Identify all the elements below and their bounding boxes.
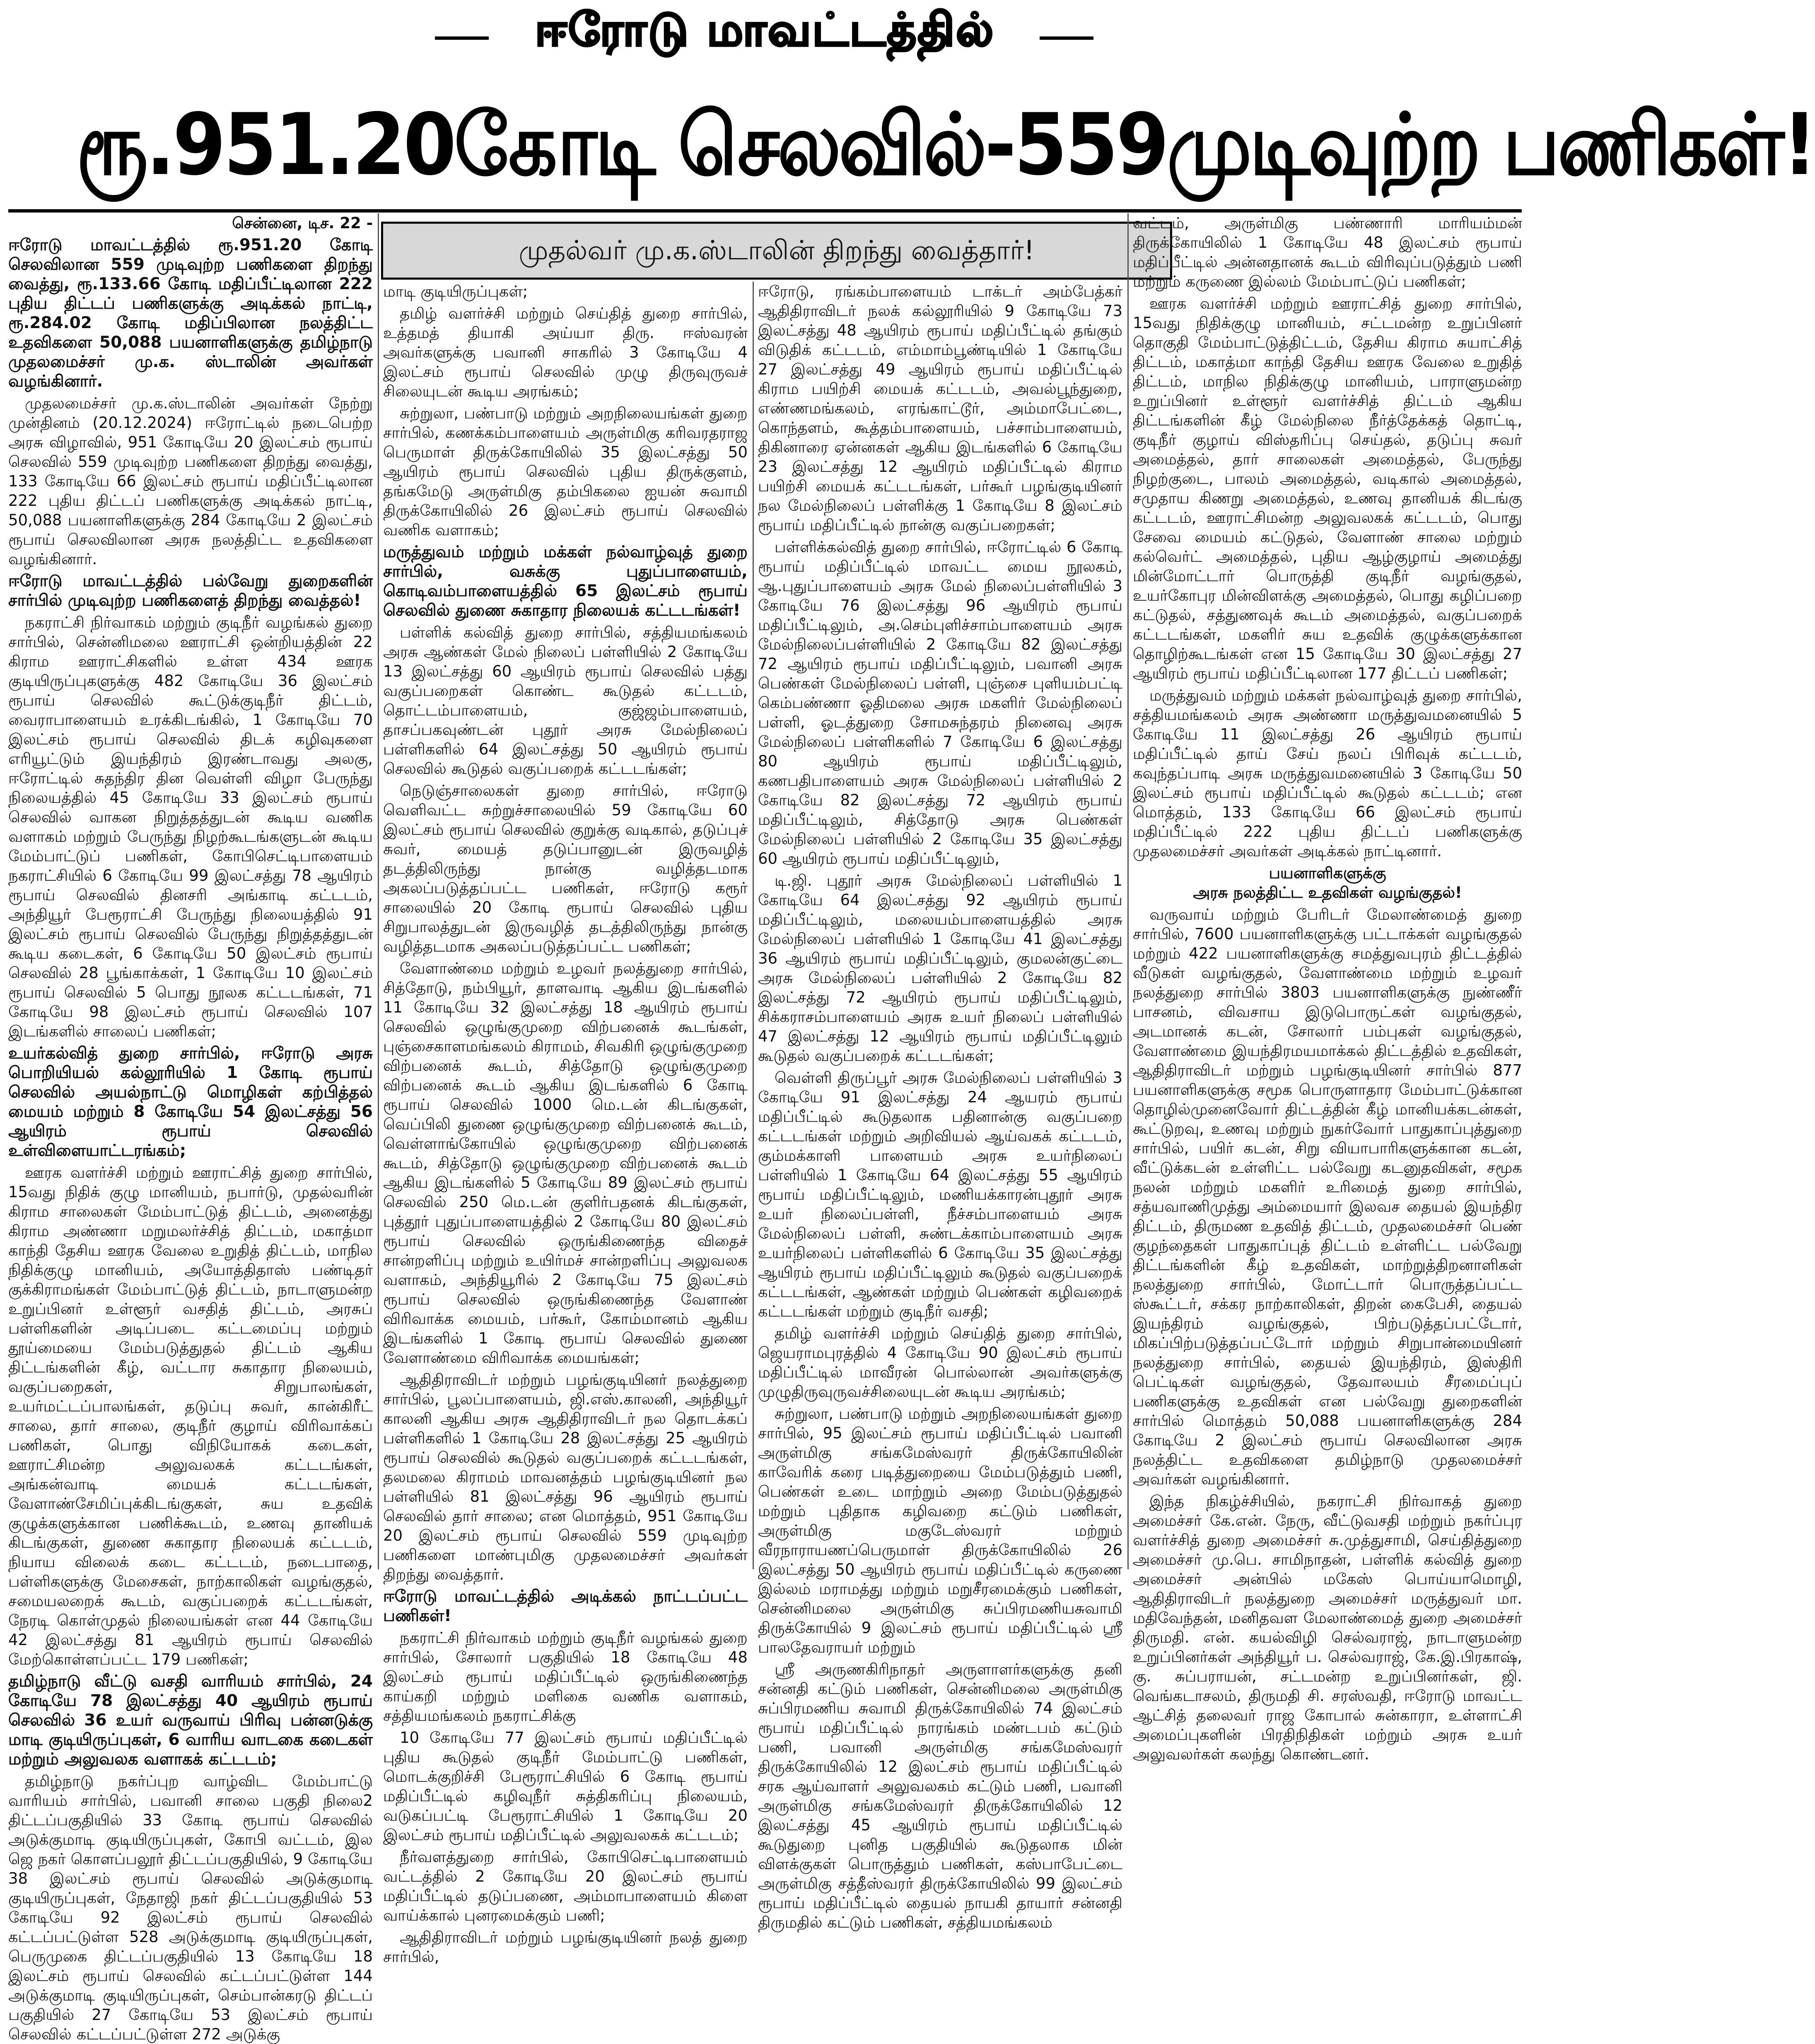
paragraph: வருவாய் மற்றும் பேரிடர் மேலாண்மைத் துறை சார்பில், 7600 பயனாளிகளுக்கு பட்டாக்கள் வழங்குதல் மற்றும் 422 பயனாளிகளுக்கு சமத்துவபுரம் திட்டத்தில் வீடுகள் வழங்குதல், வேளாண்மை மற்றும் உழவர் நலத்துறை சார்பில் 3803 பயனாளிகளுக்கு நுண்ணீர் பாசனம், விவசாய இடுபொருட்கள் வழங்குதல், அடமானக் கடன், சோலார் பம்புகள் வழங்குதல், வேளாண்மை இயந்திரமயமாக்கல் திட்டத்தில் உதவிகள், ஆதிதிராவிடர் மற்றும் பழங்குடியினர் சார்பில் 877 பயனாளிகளுக்கு சமூக பொருளாதார மேம்பாட்டுக்கான தொழில்முனைவோர் திட்டத்தின் கீழ் மானியக்கடன்கள், கூட்டுறவு, உணவு மற்றும் நுகர்வோர் பாதுகாப்புத்துறை சார்பில், பயிர் கடன், சிறு வியாபாரிகளுக்கான கடன், வீட்டுக்கடன் உள்ளிட்ட பல்வேறு கடனுதவிகள், சமூக நலன் மற்றும் மகளிர் உரிமைத் துறை சார்பில், சத்யவாணிமுத்து அம்மையார் இலவச தையல் இயந்திர திட்டம், திருமண உதவித் திட்டம், முதலமைச்சர் பெண் குழந்தைகள் பாதுகாப்புத் திட்டம் உள்ளிட்ட பல்வேறு திட்டங்களின் கீழ் உதவிகள், மாற்றுத்திறனாளிகள் நலத்துறை சார்பில், மோட்டார் பொருத்தப்பட்ட ஸ்கூட்டர், சக்கர நாற்காலிகள், திறன் கைபேசி, தையல் இயந்திரம் வழங்குதல், பிற்படுத்தப்பட்டோர், மிகப்பிற்படுத்தப்பட்டோர் மற்றும் சிறுபான்மையினர் நலத்துறை சார்பில், தையல் இயந்திரம், இஸ்திரி பெட்டிகள் வழங்குதல், தேவாலயம் சீரமைப்புப் பணிகளுக்கு உதவிகள் என பல்வேறு துறைகளின் சார்பில் மொத்தம் 50,088 பயனாளிகளுக்கு 284 கோடியே 2 இலட்சம் ரூபாய் செலவிலான அரசு நலத்திட்ட உதவிகளை தமிழ்நாடு முதலமைச்சர் அவர்கள் வழங்கினார். <box>1133 906 1522 1488</box>
section-heading: ஈரோடு மாவட்டத்தில் பல்வேறு துறைகளின் சார்பில் முடிவுற்ற பணிகளைத் திறந்து வைத்தல்! <box>8 572 373 610</box>
paragraph: தமிழ்நாடு நகர்ப்புற வாழ்விட மேம்பாட்டு வாரியம் சார்பில், பவானி சாலை பகுதி நிலை2 திட்டப்பகுதியில் 33 கோடி ரூபாய் செலவில் அடுக்குமாடி குடியிருப்புகள், கோபி வட்டம், இல ஜெ நகர் கொளப்பலூர் திட்டப்பகுதியில், 9 கோடியே 38 இலட்சம் ரூபாய் செலவில் அடுக்குமாடி குடியிருப்புகள், நேதாஜி நகர் திட்டப்பகுதியில் 53 கோடியே 92 இலட்சம் ரூபாய் செலவில் கட்டப்பட்டுள்ள 528 அடுக்குமாடி குடியிருப்புகள், பெருமுகை திட்டப்பகுதியில் 13 கோடியே 18 இலட்சம் ரூபாய் செலவில் கட்டப்பட்டுள்ள 144 அடுக்குமாடி குடியிருப்புகள், செம்பான்கரடு திட்டப் பகுதியில் 27 கோடியே 53 இலட்சம் ரூபாய் செலவில் கட்டப்பட்டுள்ள 272 அடுக்கு <box>8 1772 373 2043</box>
section-heading: தமிழ்நாடு வீட்டு வசதி வாரியம் சார்பில், 24 கோடியே 78 இலட்சத்து 40 ஆயிரம் ரூபாய் செலவில் 36 உயர் வருவாய் பிரிவு பன்னடுக்கு மாடி குடியிருப்புகள், 6 வாரிய வாடகை கடைகள் மற்றும் அலுவலக வளாகக் கட்டடம்; <box>8 1672 373 1769</box>
kicker: ஈரோடு மாவட்டத்தில் <box>535 4 995 56</box>
section-heading-line1: பயனாளிகளுக்கு <box>1269 864 1386 882</box>
dateline: சென்னை, டிச. 22 - <box>232 214 373 232</box>
column-4 <box>1133 213 1522 1763</box>
paragraph: ஆதிதிராவிடர் மற்றும் பழங்குடியினர் நலத் துறை சார்பில், <box>383 1928 748 1966</box>
column-2 <box>383 282 748 1966</box>
kicker-container <box>0 4 1530 62</box>
paragraph: ஊரக வளர்ச்சி மற்றும் ஊராட்சித் துறை சார்பில், 15வது நிதிக் குழு மானியம், நபார்டு, முதல்வரின் கிராம சாலைகள் மேம்பாட்டுத் திட்டம், அனைத்து கிராம அண்ணா மறுமலர்ச்சித் திட்டம், மகாத்மா காந்தி தேசிய ஊரக வேலை உறுதித் திட்டம், மாநில நிதிக்குழு மானியம், அயோத்திதாஸ் பண்டிதர் குக்கிராமங்கள் மேம்பாட்டுத் திட்டம், நாடாளுமன்ற உறுப்பினர் உள்ளூர் வசதித் திட்டம், அரசுப் பள்ளிகளின் அடிப்படை கட்டமைப்பு மற்றும் தூய்மையை மேம்படுத்துதல் திட்டம் ஆகிய திட்டங்களின் கீழ், வட்டார சுகாதார நிலையம், வகுப்பறைகள், சிறுபாலங்கள், உயர்மட்டப்பாலங்கள், தடுப்பு சுவர், கான்கிரீட் சாலை, தார் சாலை, குடிநீர் குழாய் விரிவாக்கப் பணிகள், பொது விநியோகக் கடைகள், ஊராட்சிமன்ற அலுவலகக் கட்டடங்கள், அங்கன்வாடி மையக் கட்டடங்கள், வேளாண்சேமிப்புக்கிடங்குகள், சுய உதவிக் குழுக்களுக்கான பணிக்கூடம், உணவு தானியக் கிடங்குகள், துணை சுகாதார நிலையக் கட்டடம், நியாய விலைக் கடை கட்டடம், நடைபாதை, பள்ளிகளுக்கு மேசைகள், நாற்காலிகள் வழங்குதல், சமையலறைக் கூடம், வகுப்பறைக் கட்டடங்கள், நேரடி கொள்முதல் நிலையங்கள் என 44 கோடியே 42 இலட்சத்து 81 ஆயிரம் ரூபாய் செலவில் மேற்கொள்ளப்பட்ட 179 பணிகள்; <box>8 1164 373 1668</box>
paragraph: ஆதிதிராவிடர் மற்றும் பழங்குடியினர் நலத்துறை சார்பில், பூலப்பாளையம், ஜி.எஸ்.காலனி, அந்தியூர் காலனி ஆகிய அரசு ஆதிதிராவிடர் நல தொடக்கப் பள்ளிகளில் 1 கோடியே 28 இலட்சத்து 25 ஆயிரம் ரூபாய் செலவில் கூடுதல் வகுப்பறைக் கட்டடங்கள், தலமலை கிராமம் மாவனத்தம் பழங்குடியினர் நல பள்ளியில் 81 இலட்சத்து 96 ஆயிரம் ரூபாய் செலவில் தார் சாலை; என மொத்தம், 951 கோடியே 20 இலட்சம் ரூபாய் செலவில் 559 முடிவுற்ற பணிகளை மாண்புமிகு முதலமைச்சர் அவர்கள் திறந்து வைத்தார். <box>383 1371 748 1583</box>
paragraph: இந்த நிகழ்ச்சியில், நகராட்சி நிர்வாகத் துறை அமைச்சர் கே.என். நேரு, வீட்டுவசதி மற்றும் நகர்ப்புர வளர்ச்சித் துறை அமைச்சர் சு.முத்துசாமி, செய்தித்துறை அமைச்சர் மு.பெ. சாமிநாதன், பள்ளிக் கல்வித் துறை அமைச்சர் அன்பில் மகேஸ் பொய்யாமொழி, ஆதிதிராவிடர் நலத்துறை அமைச்சர் மருத்துவர் மா. மதிவேந்தன், மனிதவள மேலாண்மைத் துறை அமைச்சர் திருமதி. என். கயல்விழி செல்வராஜ், நாடாளுமன்ற உறுப்பினர்கள் அந்தியூர் ப. செல்வராஜ், கே.இ.பிரகாஷ், கு. சுப்பராயன், சட்டமன்ற உறுப்பினர்கள், ஜி. வெங்கடாசலம், திருமதி சி. சரஸ்வதி, ஈரோடு மாவட்ட ஆட்சித் தலைவர் ராஜ கோபால் சுன்காரா, உள்ளாட்சி அமைப்புகளின் பிரதிநிதிகள் மற்றும் அரசு உயர் அலுவலர்கள் கலந்து கொண்டனர். <box>1133 1492 1522 1763</box>
headline-rule <box>8 209 1522 213</box>
column-1 <box>8 213 373 2043</box>
section-heading: உயர்கல்வித் துறை சார்பில், ஈரோடு அரசு பொறியியல் கல்லூரியில் 1 கோடி ரூபாய் செலவில் அயல்நாட்டு மொழிகள் கற்பித்தல் மையம் மற்றும் 8 கோடியே 54 இலட்சத்து 56 ஆயிரம் ரூபாய் செலவில் உள்விளையாட்டரங்கம்; <box>8 1044 373 1160</box>
paragraph: முதலமைச்சர் மு.க.ஸ்டாலின் அவர்கள் நேற்று முன்தினம் (20.12.2024) ஈரோட்டில் நடைபெற்ற அரசு விழாவில், 951 கோடியே 20 இலட்சம் ரூபாய் செலவில் 559 முடிவுற்ற பணிகளை திறந்து வைத்து, 133 கோடியே 66 இலட்சம் ரூபாய் மதிப்பீட்டிலான 222 புதிய திட்டப் பணிகளுக்கு அடிக்கல் நாட்டி, 50,088 பயனாளிகளுக்கு 284 கோடியே 2 இலட்சம் ரூபாய் செலவிலான அரசு நலத்திட்ட உதவிகளை வழங்கினார். <box>8 394 373 568</box>
paragraph: நகராட்சி நிர்வாகம் மற்றும் குடிநீர் வழங்கல் துறை சார்பில், சோலார் பகுதியில் 18 கோடியே 48 இலட்சம் ரூபாய் மதிப்பீட்டில் ஒருங்கிணைந்த காய்கறி மற்றும் மளிகை வணிக வளாகம், சத்தியமங்கலம் நகராட்சிக்கு <box>383 1629 748 1725</box>
paragraph: சுற்றுலா, பண்பாடு மற்றும் அறநிலையங்கள் துறை சார்பில், கணக்கம்பாளையம் அருள்மிகு கரிவரதராஜ பெருமாள் திருக்கோயிலில் 35 இலட்சத்து 50 ஆயிரம் ரூபாய் செலவில் புதிய திருக்குளம், தங்கமேடு அருள்மிகு தம்பிகலை ஐயன் சுவாமி திருக்கோயிலில் 26 இலட்சம் ரூபாய் செலவில் வணிக வளாகம்; <box>383 404 748 539</box>
paragraph: நீர்வளத்துறை சார்பில், கோபிசெட்டிபாளையம் வட்டத்தில் 2 கோடியே 20 இலட்சம் ரூபாய் மதிப்பீட்டில் தடுப்பணை, அம்மாபாளையம் கிளை வாய்க்கால் புனரமைக்கும் பணி; <box>383 1848 748 1924</box>
column-divider <box>1127 213 1129 1569</box>
paragraph: வட்டம், அருள்மிகு பண்ணாரி மாரியம்மன் திருக்கோயிலில் 1 கோடியே 48 இலட்சம் ரூபாய் மதிப்பீட்டில் அன்னதானக் கூடம் விரிவுப்படுத்தும் பணி மற்றும் கருணை இல்லம் மேம்பாட்டுப் பணிகள்; <box>1133 214 1522 290</box>
paragraph: நகராட்சி நிர்வாகம் மற்றும் குடிநீர் வழங்கல் துறை சார்பில், சென்னிமலை ஊராட்சி ஒன்றியத்தின் 22 கிராம ஊராட்சிகளில் உள்ள 434 ஊரக குடியிருப்புகளுக்கு 482 கோடியே 36 இலட்சம் ரூபாய் செலவில் கூட்டுக்குடிநீர் திட்டம், வைராபாளையம் உரக்கிடங்கில், 1 கோடியே 70 இலட்சம் ரூபாய் செலவில் திடக் கழிவுகளை எரியூட்டும் இயந்திரம் இரண்டாவது அலகு, ஈரோட்டில் சுதந்திர தின வெள்ளி விழா பேருந்து நிலையத்தில் 45 கோடியே 33 இலட்சம் ரூபாய் செலவில் வாகன நிறுத்தத்துடன் கூடிய வணிக வளாகம் மற்றும் பேருந்து நிழற்கூடங்களுடன் கூடிய மேம்பாட்டுப் பணிகள், கோபிசெட்டிபாளையம் நகராட்சியில் 6 கோடியே 99 இலட்சத்து 78 ஆயிரம் ரூபாய் செலவில் தினசரி அங்காடி கட்டடம், அந்தியூர் பேரூராட்சி பேருந்து நிலையத்தில் 91 இலட்சம் ரூபாய் செலவில் பேருந்து நிறுத்தத்துடன் கூடிய கடைகள், 6 கோடியே 50 இலட்சம் ரூபாய் செலவில் 28 பூங்காக்கள், 1 கோடியே 10 இலட்சம் ரூபாய் செலவில் 5 பொது நூலக கட்டடங்கள், 71 கோடியே 98 இலட்சம் ரூபாய் செலவில் 107 இடங்களில் சாலைப் பணிகள்; <box>8 614 373 1040</box>
headline: ரூ.951.20கோடி செலவில்-559முடிவுற்ற பணிகள்! <box>76 96 1815 194</box>
section-heading: மருத்துவம் மற்றும் மக்கள் நல்வாழ்வுத் துறை சார்பில், வசுக்கு புதுப்பாளையம், கொடிவம்பாளையத்தில் 65 இலட்சம் ரூபாய் செலவில் துணை சுகாதார நிலையக் கட்டடங்கள்! <box>383 543 748 620</box>
section-heading: ஈரோடு மாவட்டத்தில் அடிக்கல் நாட்டப்பட்ட பணிகள்! <box>383 1587 748 1625</box>
paragraph: தமிழ் வளர்ச்சி மற்றும் செய்தித் துறை சார்பில், உத்தமத் தியாகி அய்யா திரு. ஈஸ்வரன் அவர்களுக்கு பவானி சாகரில் 3 கோடியே 4 இலட்சம் ரூபாய் செலவில் முழு திருவுருவச் சிலையுடன் கூடிய அரங்கம்; <box>383 304 748 400</box>
paragraph: மாடி குடியிருப்புகள்; <box>383 283 528 300</box>
column-divider <box>753 282 754 1569</box>
paragraph: மருத்துவம் மற்றும் மக்கள் நல்வாழ்வுத் துறை சார்பில், சத்தியமங்கலம் அரசு அண்ணா மருத்துவமனையில் 5 கோடியே 11 இலட்சத்து 26 ஆயிரம் ரூபாய் மதிப்பீட்டில் தாய் சேய் நலப் பிரிவுக் கட்டடம், கவுந்தப்பாடி அரசு மருத்துவமனையில் 3 கோடியே 50 இலட்சம் ரூபாய் மதிப்பீட்டில் கூடுதல் கட்டடம்; என மொத்தம், 133 கோடியே 66 இலட்சம் ரூபாய் மதிப்பீட்டில் 222 புதிய திட்டப் பணிகளுக்கு முதலமைச்சர் அவர்கள் அடிக்கல் நாட்டினார். <box>1133 686 1522 860</box>
paragraph: பள்ளிக் கல்வித் துறை சார்பில், சத்தியமங்கலம் அரசு ஆண்கள் மேல் நிலைப் பள்ளியில் 2 கோடியே 13 இலட்சத்து 60 ஆயிரம் ரூபாய் செலவில் பத்து வகுப்பறைகள் கொண்ட கூடுதல் கட்டடம், தொட்டம்பாளையம், குஜ்ஜம்பாளையம், தாசப்பகவுண்டன் புதூர் அரசு மேல்நிலைப் பள்ளிகளில் 64 இலட்சத்து 50 ஆயிரம் ரூபாய் செலவில் கூடுதல் வகுப்பறைக் கட்டடங்கள்; <box>383 623 748 778</box>
column-3 <box>758 282 1122 1931</box>
paragraph: ஈரோடு, ரங்கம்பாளையம் டாக்டர் அம்பேத்கர் ஆதிதிராவிடர் நலக் கல்லூரியில் 9 கோடியே 73 இலட்சத்து 48 ஆயிரம் ரூபாய் மதிப்பீட்டில் தங்கும் விடுதிக் கட்டடம், எம்மாம்பூண்டியில் 1 கோடியே 27 இலட்சத்து 49 ஆயிரம் ரூபாய் மதிப்பீட்டில் கிராம பயிற்சி மையக் கட்டடம், அவல்பூந்துறை, எண்ணமங்கலம், எரங்காட்டூர், அம்மாபேட்டை, கொந்தளம், கூத்தம்பாளையம், பச்சாம்பாளையம், திகினாரை ஏன்னகள் ஆகிய இடங்களில் 6 கோடியே 23 இலட்சத்து 12 ஆயிரம் மதிப்பீட்டில் கிராம பயிற்சி மையக் கட்டடங்கள், பர்கூர் பழங்குடியினர் நல மேல்நிலைப் பள்ளிக்கு 1 கோடியே 8 இலட்சம் ரூபாய் மதிப்பீட்டில் நான்கு வகுப்பறைகள்; <box>758 283 1122 534</box>
paragraph: வேளாண்மை மற்றும் உழவர் நலத்துறை சார்பில், சித்தோடு, நம்பியூர், தாளவாடி ஆகிய இடங்களில் 11 கோடியே 32 இலட்சத்து 18 ஆயிரம் ரூபாய் செலவில் ஒழுங்குமுறை விற்பனைக் கூடங்கள், புஞ்சைகாளமங்கலம் கிராமம், சிவகிரி ஒழுங்குமுறை விற்பனைக் கூடம், சித்தோடு ஒழுங்குமுறை விற்பனைக் கூடம் ஆகிய இடங்களில் 6 கோடி ரூபாய் செலவில் 1000 மெ.டன் கிடங்குகள், வெப்பிலி துணை ஒழுங்குமுறை விற்பனைக் கூடம், வெள்ளாங்கோயில் ஒழுங்குமுறை விற்பனைக் கூடம், சித்தோடு ஒழுங்குமுறை விற்பனைக் கூடம் ஆகிய இடங்களில் 5 கோடியே 89 இலட்சம் ரூபாய் செலவில் 250 மெ.டன் குளிர்பதனக் கிடங்குகள், புத்தூர் புதுப்பாளையத்தில் 2 கோடியே 80 இலட்சம் ரூபாய் செலவில் ஒருங்கிணைந்த விதைச் சான்றளிப்பு மற்றும் உயிர்மச் சான்றளிப்பு அலுவலக வளாகம், அந்தியூரில் 2 கோடியே 75 இலட்சம் ரூபாய் செலவில் ஒருங்கிணைந்த வேளாண் விரிவாக்க மையம், பர்கூர், கோம்மானம் ஆகிய இடங்களில் 1 கோடி ரூபாய் செலவில் துணை வேளாண்மை விரிவாக்க மையங்கள்; <box>383 959 748 1367</box>
paragraph: ஸ்ரீ அருணகிரிநாதர் அருளாளர்களுக்கு தனி சன்னதி கட்டும் பணிகள், சென்னிமலை அருள்மிகு சுப்பிரமணிய சுவாமி திருக்கோயிலில் 74 இலட்சம் ரூபாய் மதிப்பீட்டில் நாரங்கம் மண்டபம் கட்டும் பணி, பவானி அருள்மிகு சங்கமேஸ்வரர் திருக்கோயிலில் 12 இலட்சம் ரூபாய் மதிப்பீட்டில் சரக ஆய்வாளர் அலுவலகம் கட்டும் பணி, பவானி அருள்மிகு சங்கமேஸ்வரர் திருக்கோயிலில் 12 இலட்சத்து 45 ஆயிரம் ரூபாய் மதிப்பீட்டில் கூடுதுறை புனித பகுதியில் கூடுதலாக மின் விளக்குகள் பொருத்தும் பணிகள், கஸ்பாபேட்டை அருள்மிகு சத்தீஸ்வரர் திருக்கோயிலில் 99 இலட்சம் ரூபாய் மதிப்பீட்டில் தையல் நாயகி தாயார் சன்னதி திருமதில் கட்டும் பணிகள், சத்தியமங்கலம் <box>758 1660 1122 1931</box>
paragraph: வெள்ளி திருப்பூர் அரசு மேல்நிலைப் பள்ளியில் 3 கோடியே 91 இலட்சத்து 24 ஆயரம் ரூபாய் மதிப்பீட்டில் கூடுதலாக பதினான்கு வகுப்பறை கட்டடங்கள் மற்றும் அறிவியல் ஆய்வகக் கட்டடம், கும்மக்காளி பாளையம் அரசு உயர்நிலைப் பள்ளியில் 1 கோடியே 64 இலட்சத்து 55 ஆயிரம் ரூபாய் மதிப்பீட்டிலும், மணியக்காரன்புதூர் அரசு உயர் நிலைப்பள்ளி, நீச்சம்பாளையம் அரசு மேல்நிலைப் பள்ளி, சுண்டக்காம்பாளையம் அரசு உயர்நிலைப் பள்ளிகளில் 6 கோடியே 35 இலட்சத்து ஆயிரம் ரூபாய் மதிப்பீட்டிலும் கூடுதல் வகுப்பறைக் கட்டடங்கள், ஆண்கள் மற்றும் பெண்கள் கழிவறைக் கட்டடங்கள் மற்றும் குடிநீர் வசதி; <box>758 1069 1122 1320</box>
paragraph: நெடுஞ்சாலைகள் துறை சார்பில், ஈரோடு வெளிவட்ட சுற்றுச்சாலையில் 59 கோடியே 60 இலட்சம் ரூபாய் செலவில் குறுக்கு வடிகால், தடுப்புச் சுவர், மையத் தடுப்பானுடன் இருவழித் தடத்திலிருந்து நான்கு வழித்தடமாக அகலப்படுத்தப்பட்ட பணிகள், ஈரோடு கரூர் சாலையில் 20 கோடி ரூபாய் செலவில் புதிய சிறுபாலத்துடன் இருவழித் தடத்திலிருந்து நான்கு வழித்தடமாக அகலப்படுத்தப்பட்ட பணிகள்; <box>383 782 748 955</box>
column-divider <box>378 213 379 1569</box>
paragraph: தமிழ் வளர்ச்சி மற்றும் செய்தித் துறை சார்பில், ஜெயராமபுரத்தில் 4 கோடியே 90 இலட்சம் ரூபாய் மதிப்பீட்டில் மாவீரன் பொல்லான் அவர்களுக்கு முழுதிருவுருவச்சிலையுடன் கூடிய அரங்கம்; <box>758 1324 1122 1401</box>
section-heading-line2: அரசு நலத்திட்ட உதவிகள் வழங்குதல்! <box>1193 884 1462 901</box>
paragraph: ஊரக வளர்ச்சி மற்றும் ஊராட்சித் துறை சார்பில், 15வது நிதிக்குழு மானியம், சட்டமன்ற உறுப்பினர் தொகுதி மேம்பாட்டுத்திட்டம், தேசிய கிராம சுயாட்சித் திட்டம், மகாத்மா காந்தி தேசிய ஊரக வேலை உறுதித் திட்டம், மாநில நிதிக்குழு மானியம், பாராளுமன்ற உறுப்பினர் உள்ளூர் வளர்ச்சித் திட்டம் ஆகிய திட்டங்களின் கீழ் மேல்நிலை நீர்த்தேக்கத் தொட்டி, குடிநீர் குழாய் விஸ்தரிப்பு செய்தல், தடுப்பு சுவர் அமைத்தல், தார் சாலைகள் அமைத்தல், பேருந்து நிழற்குடை, பாலம் அமைத்தல், வடிகால் அமைத்தல், சமுதாய கிணறு அமைத்தல், உணவு தானியக் கிடங்கு கட்டடம், ஊராட்சிமன்ற அலுவலகக் கட்டடம், பொது சேவை மையம் கட்டுதல், வேளாண் சாலை மற்றும் கல்வெர்ட் அமைத்தல், புதிய ஆழ்குழாய் அமைத்து மின்மோட்டார் பொருத்தி குடிநீர் வழங்குதல், உயர்கோபுர மின்விளக்கு அமைத்தல், பொது கழிப்பறை கட்டுதல், சத்துணவுக் கூடம் அமைத்தல், வகுப்பறைக் கட்டடங்கள், மகளிர் சுய உதவிக் குழுக்களுக்கான தொழிற்கூடங்கள் என 15 கோடியே 30 இலட்சத்து 27 ஆயிரம் ரூபாய் மதிப்பீட்டிலான 177 திட்டப் பணிகள்; <box>1133 295 1522 682</box>
subheadline: முதல்வர் மு.க.ஸ்டாலின் திறந்து வைத்தார்! <box>381 222 1172 280</box>
paragraph: சுற்றுலா, பண்பாடு மற்றும் அறநிலையங்கள் துறை சார்பில், 95 இலட்சம் ரூபாய் மதிப்பீட்டில் பவானி அருள்மிகு சங்கமேஸ்வரர் திருக்கோயிலின் காவேரிக் கரை படித்துறையை மேம்படுத்தும் பணி, பெண்கள் உடை மாற்றும் அறை மேம்படுத்துதல் மற்றும் புதிதாக கழிவறை கட்டும் பணிகள், அருள்மிகு மகுடேஸ்வரர் மற்றும் வீரநாராயணப்பெருமாள் திருக்கோயிலில் 26 இலட்சத்து 50 ஆயிரம் ரூபாய் மதிப்பீட்டில் கருணை இல்லம் மராமத்து மற்றும் மறுசீரமைக்கும் பணிகள், சென்னிமலை அருள்மிகு சுப்பிரமணியசுவாமி திருக்கோயில் 9 இலட்சம் ரூபாய் மதிப்பீட்டில் ஸ்ரீ பாலதேவராயர் மற்றும் <box>758 1405 1122 1656</box>
paragraph: பள்ளிக்கல்வித் துறை சார்பில், ஈரோட்டில் 6 கோடி ரூபாய் மதிப்பீட்டில் மாவட்ட மைய நூலகம், ஆ.புதுப்பாளையம் அரசு மேல் நிலைப்பள்ளியில் 3 கோடியே 76 இலட்சத்து 96 ஆயிரம் ரூபாய் மதிப்பீட்டிலும், அ.செம்புளிச்சாம்பாளையம் அரசு மேல்நிலைப்பள்ளியில் 2 கோடியே 82 இலட்சத்து 72 ஆயிரம் ரூபாய் மதிப்பீட்டிலும், பவானி அரசு பெண்கள் மேல்நிலைப் பள்ளி, புஞ்சை புளியம்பட்டி கெம்பண்ணா ஓதிமலை அரசு மகளிர் மேல்நிலைப் பள்ளி, ஓடத்துறை சோமசுந்தரம் நினைவு அரசு மேல்நிலைப் பள்ளிகளில் 7 கோடியே 6 இலட்சத்து 80 ஆயிரம் ரூபாய் மதிப்பீட்டிலும், கணபதிபாளையம் அரசு மேல்நிலைப் பள்ளியில் 2 கோடியே 82 இலட்சத்து 72 ஆயிரம் ரூபாய் மதிப்பீட்டிலும், சித்தோடு அரசு பெண்கள் மேல்நிலைப் பள்ளியில் 2 கோடியே 35 இலட்சத்து 60 ஆயிரம் ரூபாய் மதிப்பீட்டிலும், <box>758 538 1122 867</box>
lead-paragraph: ஈரோடு மாவட்டத்தில் ரூ.951.20 கோடி செலவிலான 559 முடிவுற்ற பணிகளை திறந்து வைத்து, ரூ.133.66 கோடி மதிப்பீட்டிலான 222 புதிய திட்டப் பணிகளுக்கு அடிக்கல் நாட்டி, ரூ.284.02 கோடி மதிப்பிலான நலத்திட்ட உதவிகளை 50,088 பயனாளிகளுக்கு தமிழ்நாடு முதலமைச்சர் மு.க. ஸ்டாலின் அவர்கள் வழங்கினார். <box>8 236 373 391</box>
paragraph: டி.ஜி. புதூர் அரசு மேல்நிலைப் பள்ளியில் 1 கோடியே 64 இலட்சத்து 92 ஆயிரம் ரூபாய் மதிப்பீட்டிலும், மலையம்பாளையத்தில் அரசு மேல்நிலைப் பள்ளியில் 1 கோடியே 41 இலட்சத்து 36 ஆயிரம் ரூபாய் மதிப்பீட்டிலும், குமலன்குட்டை அரசு மேல்நிலைப் பள்ளியில் 2 கோடியே 82 இலட்சத்து 72 ஆயிரம் ரூபாய் மதிப்பீட்டிலும், சிக்கராசம்பாளையம் அரசு உயர் நிலைப் பள்ளியில் 47 இலட்சத்து 12 ஆயிரம் ரூபாய் மதிப்பீட்டிலும் கூடுதல் வகுப்பறைக் கட்டடங்கள்; <box>758 872 1122 1065</box>
paragraph: 10 கோடியே 77 இலட்சம் ரூபாய் மதிப்பீட்டில் புதிய கூடுதல் குடிநீர் மேம்பாட்டு பணிகள், மொடக்குறிச்சி பேரூராட்சியில் 6 கோடி ரூபாய் மதிப்பீட்டில் கழிவுநீர் சுத்திகரிப்பு நிலையம், வடுகப்பட்டி பேரூராட்சியில் 1 கோடியே 20 இலட்சம் ரூபாய் மதிப்பீட்டில் அலுவலகக் கட்டடம்; <box>383 1729 748 1844</box>
